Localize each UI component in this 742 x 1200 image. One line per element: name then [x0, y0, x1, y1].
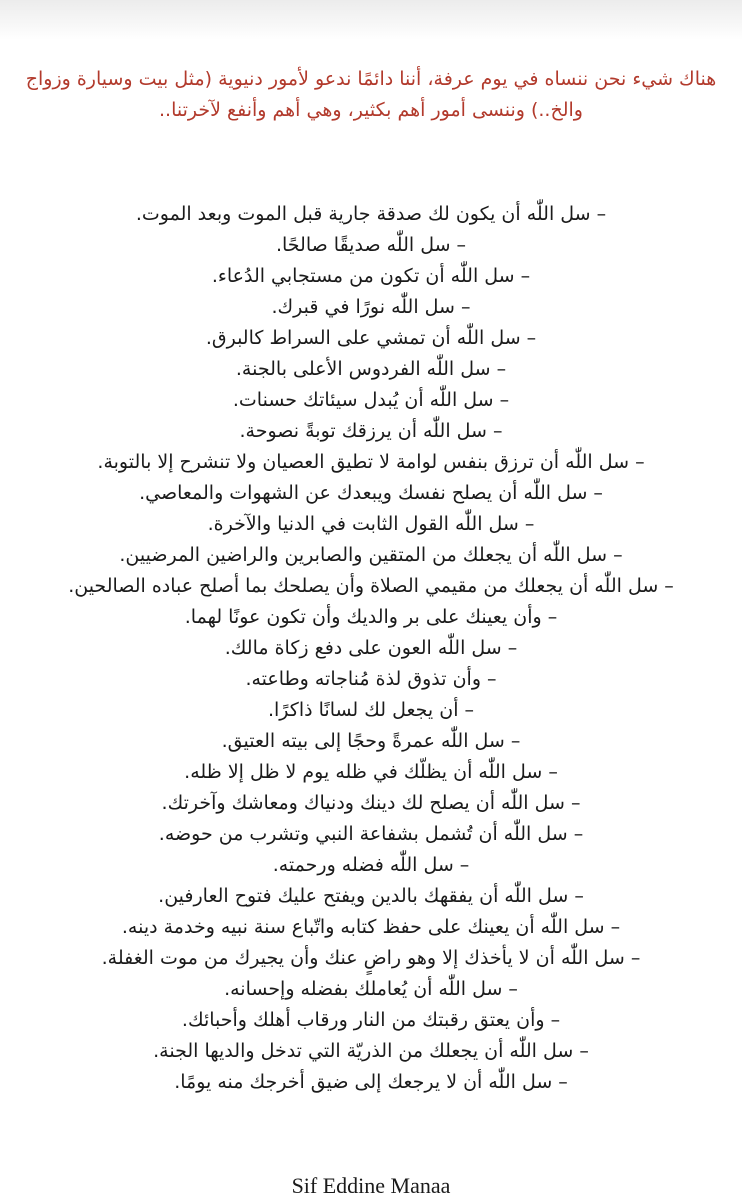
author-signature: Sif Eddine Manaa	[291, 1173, 451, 1198]
dua-line: – سل اللّٰه أن تكون من مستجابي الدُعاء.	[211, 265, 531, 287]
dua-line: – سل اللّٰه صديقًا صالحًا.	[275, 234, 467, 256]
dua-line: – سل اللّٰه أن لا يأخذك إلا وهو راضٍ عنك وأن يجيرك من موت الغفلة.	[101, 947, 641, 969]
dua-line: – أن يجعل لك لسانًا ذاكرًا.	[267, 699, 475, 721]
dua-line: – سل اللّٰه أن يكون لك صدقة جارية قبل الموت وبعد الموت.	[135, 203, 607, 225]
dua-line: – سل اللّٰه العون على دفع زكاة مالك.	[224, 637, 518, 659]
intro-paragraph	[20, 64, 722, 126]
dua-line: – سل اللّٰه الفردوس الأعلى بالجنة.	[235, 358, 507, 380]
dua-line: – سل اللّٰه أن يجعلك من المتقين والصابرين والراضين المرضيين.	[119, 544, 623, 566]
intro-text: هناك شيء نحن ننساه في يوم عرفة، أننا دائمًا ندعو لأمور دنيوية (مثل بيت وسيارة وزواج والخ..) وننسى أمور أهم بكثير، وهي أهم وأنفع لآخرتنا..	[25, 68, 717, 121]
dua-line: – وأن يعتق رقبتك من النار ورقاب أهلك وأحبائك.	[181, 1009, 561, 1031]
dua-line: – سل اللّٰه أن لا يرجعك إلى ضيق أخرجك منه يومًا.	[174, 1071, 568, 1093]
dua-line: – سل اللّٰه أن يجعلك من الذريّة التي تدخل والديها الجنة.	[153, 1040, 589, 1062]
dua-list	[14, 199, 728, 1098]
dua-line: – سل اللّٰه القول الثابت في الدنيا والآخرة.	[207, 513, 535, 535]
dua-line: – سل اللّٰه فضله ورحمته.	[272, 854, 470, 876]
dua-line: – وأن تذوق لذة مُناجاته وطاعته.	[245, 668, 497, 690]
dua-line: – وأن يعينك على بر والديك وأن تكون عونًا لهما.	[184, 606, 558, 628]
dua-line: – سل اللّٰه أن يرزقك توبةً نصوحة.	[239, 420, 503, 442]
top-fade-bar	[0, 0, 742, 40]
dua-line: – سل اللّٰه أن ترزق بنفس لوامة لا تطيق العصيان ولا تنشرح إلا بالتوبة.	[97, 451, 645, 473]
dua-line: – سل اللّٰه أن يصلح لك دينك ودنياك ومعاشك وآخرتك.	[161, 792, 581, 814]
dua-line: – سل اللّٰه أن تُشمل بشفاعة النبي وتشرب من حوضه.	[158, 823, 584, 845]
dua-line: – سل اللّٰه أن يُبدل سيئاتك حسنات.	[232, 389, 510, 411]
dua-line: – سل اللّٰه نورًا في قبرك.	[271, 296, 471, 318]
dua-line: – سل اللّٰه أن يعينك على حفظ كتابه واتّباع سنة نبيه وخدمة دينه.	[121, 916, 621, 938]
dua-line: – سل اللّٰه أن يفقهك بالدين ويفتح عليك فتوح العارفين.	[158, 885, 584, 907]
dua-line: – سل اللّٰه عمرةً وحجًا إلى بيته العتيق.	[221, 730, 521, 752]
dua-line: – سل اللّٰه أن يُعاملك بفضله وإحسانه.	[224, 978, 518, 1000]
dua-line: – سل اللّٰه أن يظلّك في ظله يوم لا ظل إلا ظله.	[184, 761, 558, 783]
dua-line: – سل اللّٰه أن يجعلك من مقيمي الصلاة وأن يصلحك بما أصلح عباده الصالحين.	[68, 575, 674, 597]
dua-line: – سل اللّٰه أن يصلح نفسك ويبعدك عن الشهوات والمعاصي.	[139, 482, 603, 504]
dua-line: – سل اللّٰه أن تمشي على السراط كالبرق.	[205, 327, 537, 349]
